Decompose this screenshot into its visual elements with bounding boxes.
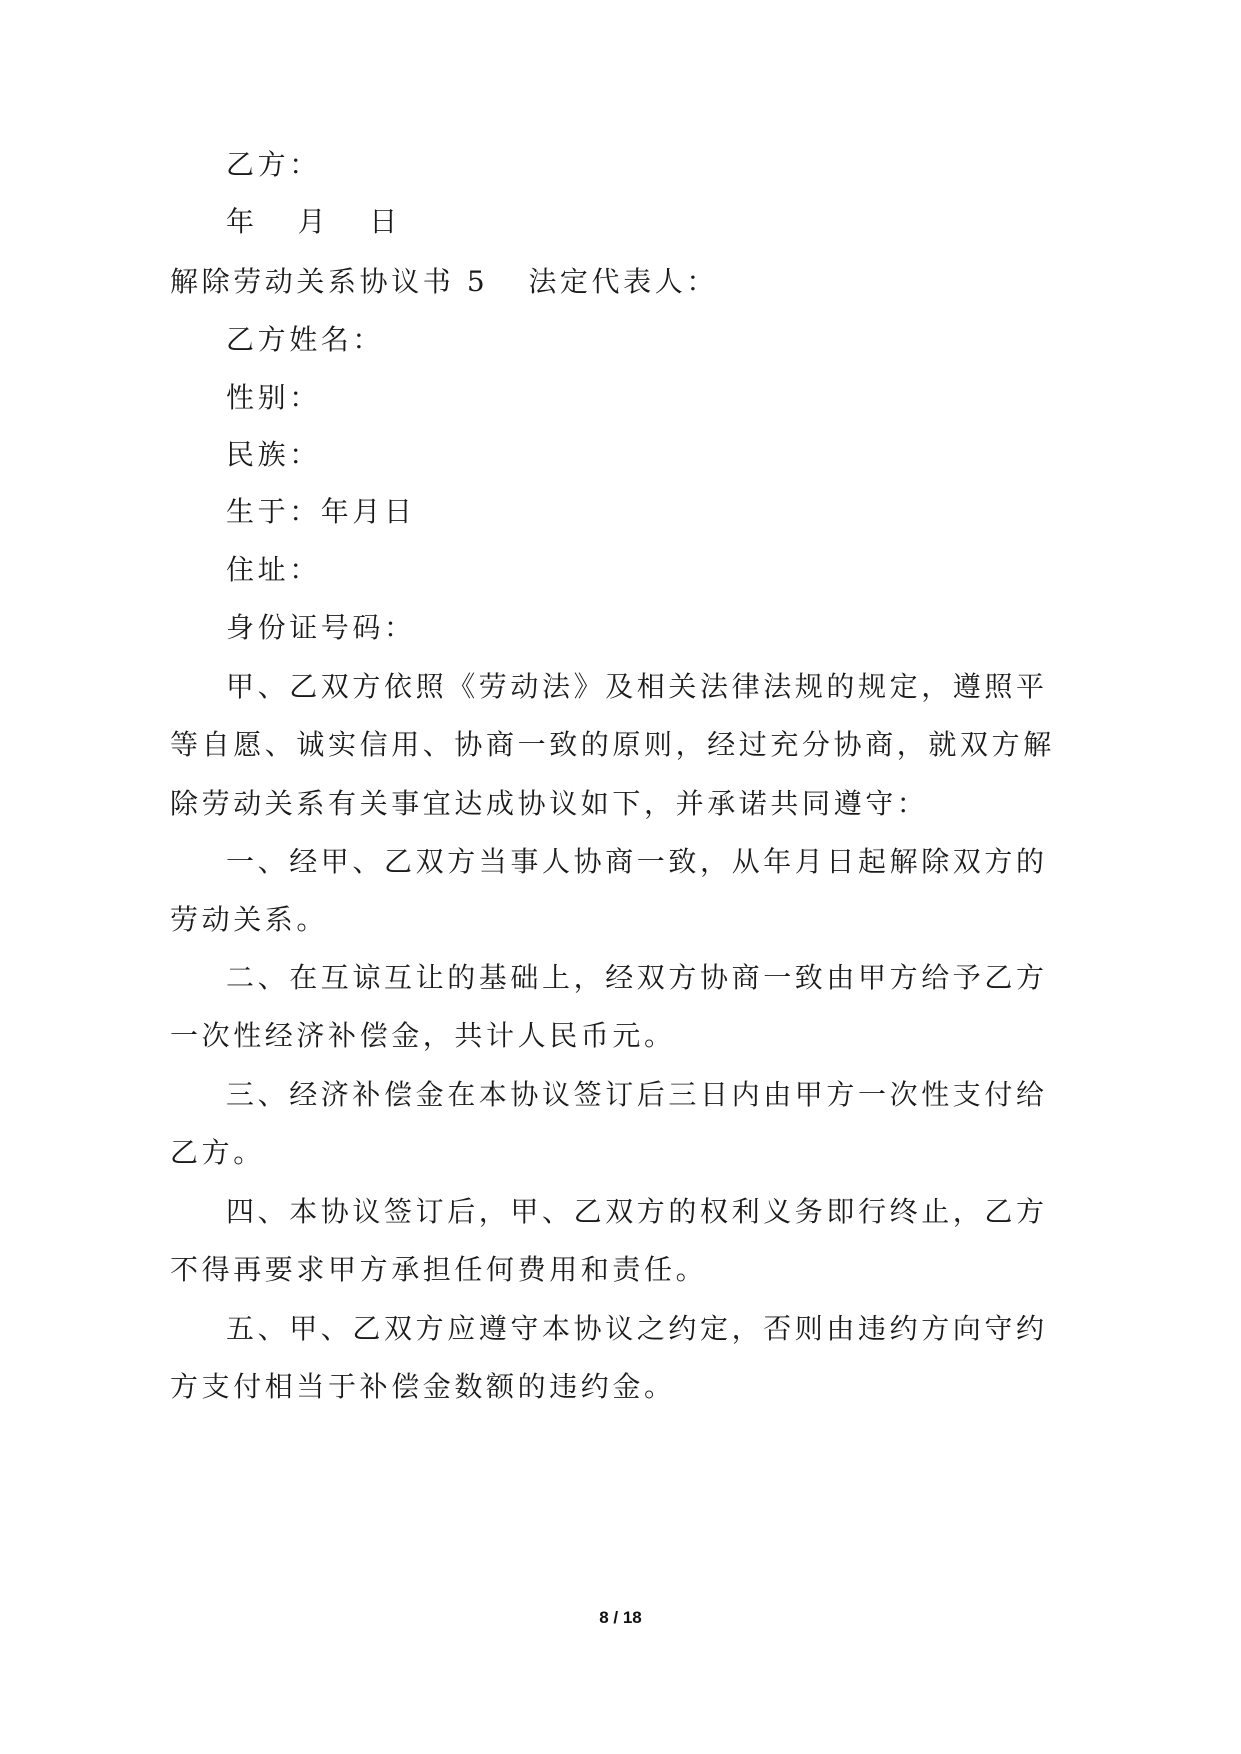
page-number: 8 / 18: [599, 1608, 642, 1627]
clause-3-line-1: 三、经济补偿金在本协议签订后三日内由甲方一次性支付给: [226, 1078, 1048, 1111]
address-field: 住址：: [226, 553, 321, 586]
clause-4-line-2: 不得再要求甲方承担任何费用和责任。: [170, 1253, 708, 1286]
clause-5-line-2: 方支付相当于补偿金数额的违约金。: [170, 1370, 676, 1403]
date-day: 日: [369, 205, 401, 238]
clause-2-line-1: 二、在互谅互让的基础上，经双方协商一致由甲方给予乙方: [226, 961, 1048, 994]
clause-5-line-1: 五、甲、乙双方应遵守本协议之约定，否则由违约方向守约: [226, 1312, 1048, 1345]
clause-4-line-1: 四、本协议签订后，甲、乙双方的权利义务即行终止，乙方: [226, 1195, 1048, 1228]
clause-3-line-2: 乙方。: [170, 1136, 265, 1169]
preamble-line-2: 等自愿、诚实信用、协商一致的原则，经过充分协商，就双方解: [170, 728, 1055, 761]
gender-field: 性别：: [226, 381, 321, 414]
date-year: 年: [226, 205, 258, 238]
legal-rep-label: 法定代表人：: [528, 265, 718, 298]
agreement-heading: [170, 262, 718, 302]
birth-date-field: 生于：年月日: [226, 495, 416, 528]
date-month: 月: [297, 205, 330, 238]
ethnicity-field: 民族：: [226, 438, 321, 471]
clause-2-line-2: 一次性经济补偿金，共计人民币元。: [170, 1019, 676, 1052]
preamble-line-3: 除劳动关系有关事宜达成协议如下，并承诺共同遵守：: [170, 787, 929, 820]
clause-1-line-2: 劳动关系。: [170, 903, 329, 936]
id-number-field: 身份证号码：: [226, 611, 416, 644]
agreement-title: 解除劳动关系协议书 5: [170, 265, 489, 298]
party-b-label: 乙方：: [226, 148, 321, 181]
date-line: [226, 202, 401, 242]
party-b-name-field: 乙方姓名：: [226, 323, 385, 356]
clause-1-line-1: 一、经甲、乙双方当事人协商一致，从年月日起解除双方的: [226, 845, 1048, 878]
preamble-line-1: 甲、乙双方依照《劳动法》及相关法律法规的规定，遵照平: [226, 670, 1048, 703]
